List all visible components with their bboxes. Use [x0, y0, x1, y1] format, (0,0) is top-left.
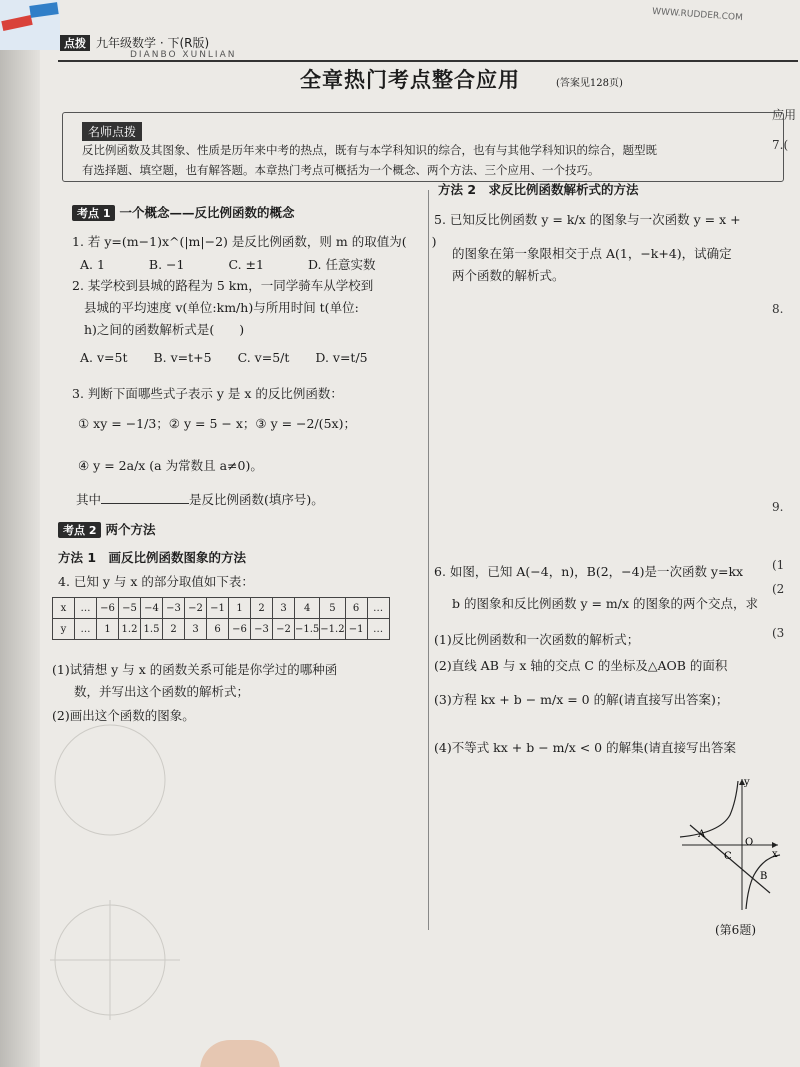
question-6-figure — [672, 775, 782, 915]
question-6-line1: 6. 如图，已知 A(−4，n)，B(2，−4)是一次函数 y=kx — [434, 564, 744, 579]
header-rule — [58, 60, 798, 62]
adjacent-page-strip: 应用 7.( 8. 9. (1 (2 (3 — [772, 108, 797, 640]
method-1-heading: 方法 1 画反比例函数图象的方法 — [58, 550, 247, 565]
question-2-line2: 县城的平均速度 v(单位:km/h)与所用时间 t(单位: — [84, 300, 359, 315]
finger — [200, 1040, 280, 1067]
hyperbola-branch-upper — [680, 781, 738, 837]
page-edge — [0, 0, 40, 1067]
point-a-label: A — [698, 829, 706, 840]
question-6-line2: b 的图象和反比例函数 y = m/x 的图象的两个交点，求 — [452, 596, 759, 611]
answer-reference: (答案见128页) — [556, 78, 623, 89]
question-4-part-2: (2)画出这个函数的图象。 — [52, 708, 195, 723]
book-title: 九年级数学 · 下(R版) — [96, 36, 210, 50]
question-1: 1. 若 y=(m−1)x^(|m|−2) 是反比例函数，则 m 的取值为( ) — [72, 234, 437, 249]
adjacent-book-cover — [0, 0, 60, 50]
publisher-url: WWW.RUDDER.COM — [651, 6, 744, 24]
table-row: x … −6 −5 −4 −3 −2 −1 1 2 3 4 5 6 … — [53, 598, 390, 619]
question-5-line2: 的图象在第一象限相交于点 A(1，−k+4)，试确定 — [452, 246, 732, 261]
method-2-heading: 方法 2 求反比例函数解析式的方法 — [438, 182, 639, 197]
answer-blank — [101, 503, 189, 504]
figure-caption: (第6题) — [715, 923, 756, 937]
x-label: x — [772, 849, 778, 860]
question-4-part-1a: (1)试猜想 y 与 x 的函数关系可能是你学过的哪种函 — [52, 662, 338, 677]
table-row: y … 1 1.2 1.5 2 3 6 −6 −3 −2 −1.5 −1.2 −1 … — [53, 619, 390, 640]
show-through-figures — [40, 700, 200, 1030]
running-header — [60, 34, 209, 51]
question-6-part-2: (2)直线 AB 与 x 轴的交点 C 的坐标及△AOB 的面积 — [434, 658, 728, 673]
origin-label: O — [745, 837, 754, 848]
intro-text: 反比例函数及其图象、性质是历年来中考的热点，既有与本学科知识的综合，也有与其他学科知识的综合，题型既 有选择题、填空题，也有解答题。本章热门考点可概括为一个概念、两个方法、三个应用、一个技巧。 — [82, 143, 657, 177]
question-2-line1: 2. 某学校到县城的路程为 5 km，一同学骑车从学校到 — [72, 278, 374, 293]
question-3-items-b: ④ y = 2a/x (a 为常数且 a≠0)。 — [78, 458, 263, 473]
value-table — [52, 597, 390, 640]
intro-heading: 名师点拨 — [82, 122, 142, 141]
logo: 点拨 — [60, 35, 90, 51]
question-1-options: A. 1 B. −1 C. ±1 D. 任意实数 — [80, 257, 376, 272]
question-4: 4. 已知 y 与 x 的部分取值如下表： — [58, 574, 254, 589]
page-title: 全章热门考点整合应用 — [300, 68, 520, 92]
point-c-label: C — [724, 851, 732, 862]
question-2-options: A. v=5t B. v=t+5 C. v=5/t D. v=t/5 — [80, 350, 368, 365]
question-6-part-4: (4)不等式 kx + b − m/x < 0 的解集(请直接写出答案 — [434, 740, 736, 755]
question-5-line1: 5. 已知反比例函数 y = k/x 的图象与一次函数 y = x + — [434, 212, 741, 227]
question-6-part-1: (1)反比例函数和一次函数的解析式； — [434, 632, 640, 647]
question-5-line3: 两个函数的解析式。 — [452, 268, 565, 283]
question-6-part-3: (3)方程 kx + b − m/x = 0 的解(请直接写出答案)； — [434, 692, 729, 707]
question-3-answer: 其中 是反比例函数(填序号)。 — [76, 492, 324, 507]
topic-2-heading: 考点 2 两个方法 — [58, 520, 156, 538]
question-4-part-1b: 数，并写出这个函数的解析式； — [74, 684, 250, 699]
topic-1-heading: 考点 1 一个概念——反比例函数的概念 — [72, 203, 295, 221]
question-3-items-a: ① xy = −1/3；② y = 5 − x；③ y = −2/(5x)； — [78, 416, 356, 431]
point-b-label: B — [760, 871, 768, 882]
question-2-line3: h)之间的函数解析式是( ) — [84, 322, 245, 337]
question-3: 3. 判断下面哪些式子表示 y 是 x 的反比例函数： — [72, 386, 343, 401]
column-divider — [428, 190, 429, 930]
logo-pinyin: DIANBO XUNLIAN — [130, 50, 237, 60]
y-label: y — [744, 777, 750, 788]
